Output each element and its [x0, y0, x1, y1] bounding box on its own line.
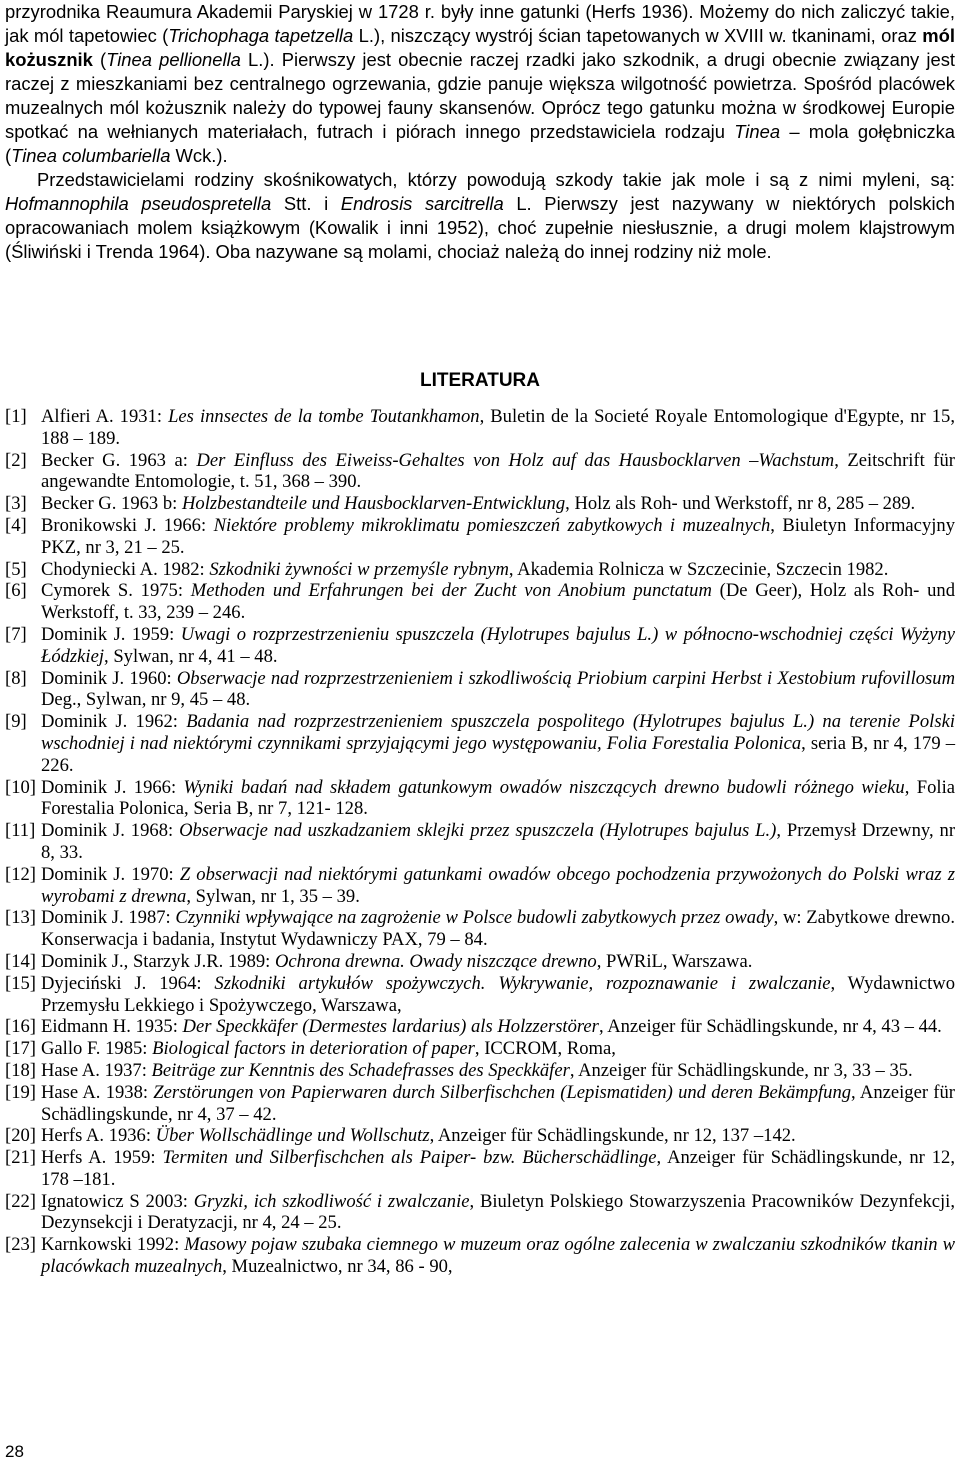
text-run: L.). Pierwszy jest obecnie raczej rzadki jako szkodnik, a drugi obecnie związany jest raczej z mieszkaniami bez centralnego ogrzewania, gdzie panuje większa wilgotność powietrza. Spośród placówek muzealnych mól kożusznik należy do typowej fauny skansenów. Oprócz tego gatunku można w środkowej Europie spotkać na wełnianych materiałach, futrach i piórach innego przedstawiciela rodzaju [5, 49, 955, 142]
text-run: Becker G. 1963 a: [41, 449, 197, 471]
italic-text: Gryzki, ich szkodliwość i zwalczanie [193, 1190, 470, 1212]
text-run: Cymorek S. 1975: [41, 580, 191, 602]
text-run: , PWRiL, Warszawa. [596, 950, 753, 972]
text-run: Becker G. 1963 b: [41, 493, 182, 515]
text-run: Eidmann H. 1935: [41, 1016, 183, 1038]
italic-text: Les innsectes de la tombe Toutankhamon [168, 406, 480, 427]
reference-item [5, 951, 955, 973]
text-run: Dominik J. 1987: [41, 907, 176, 929]
reference-number: [5] [5, 558, 27, 580]
italic-text: Szkodniki artykułów spożywczych. Wykrywanie, rozpoznawanie i zwalczanie [214, 972, 831, 994]
text-run: , Akademia Rolnicza w Szczecinie, Szczecin 1982. [508, 558, 889, 580]
text-run: , Folia Forestalia Polonica, Seria B, nr 7, 121- 128. [41, 776, 955, 820]
text-run: , Anzeiger für Schädlingskunde, nr 3, 33 – 35. [569, 1059, 913, 1081]
italic-text: Niektóre problemy mikroklimatu pomieszczeń zabytkowych i muzealnych [213, 514, 771, 536]
italic-text: Badania nad rozprzestrzenieniem spuszczela pospolitego (Hylotrupes bajulus L.) na terenie Polski wschodniej i nad niektórymi czynnikami sprzyjającymi jego występowaniu, Folia Forestalia Polonica [41, 711, 955, 754]
text-run: , seria B, nr 4, 179 – 226. [41, 732, 955, 776]
italic-text: Über Wollschädlinge und Wollschutz [155, 1125, 430, 1147]
text-run: Gallo F. 1985: [41, 1038, 153, 1060]
text-run: , Anzeiger für Schädlingskunde, nr 12, 137 –142. [429, 1125, 796, 1147]
text-run: Herfs A. 1936: [41, 1125, 156, 1147]
reference-number: [21] [5, 1147, 36, 1169]
text-run: , Sylwan, nr 4, 41 – 48. [104, 645, 278, 667]
text-run: Chodyniecki A. 1982: [41, 558, 210, 580]
document-page [5, 0, 956, 1278]
italic-text: Obserwacje nad rozprzestrzenieniem i szkodliwością Priobium carpini Herbst i Xestobium rufovillosum [176, 667, 956, 689]
italic-text: Holzbestandteile und Hausbocklarven-Entwicklung [181, 493, 566, 515]
text-run: Ignatowicz S 2003: [41, 1190, 194, 1212]
italic-text: Methoden und Erfahrungen bei der Zucht von Anobium punctatum [190, 580, 712, 602]
reference-number: [12] [5, 863, 36, 885]
italic-text: Zerstörungen von Papierwaren durch Silberfischchen (Lepismatiden) und deren Bekämpfung [153, 1081, 852, 1103]
reference-number: [19] [5, 1081, 36, 1103]
text-run: , w: Zabytkowe drewno. Konserwacja i badania, Instytut Wydawniczy PAX, 79 – 84. [41, 907, 956, 951]
reference-item [5, 1125, 955, 1147]
text-run: Dominik J. 1959: [41, 623, 181, 645]
section-heading: LITERATURA [420, 370, 540, 391]
italic-text: Tinea pellionella [106, 49, 241, 70]
reference-list [5, 406, 955, 1278]
reference-number: [6] [5, 580, 27, 602]
italic-text: Ochrona drewna. Owady niszczące drewno [274, 950, 597, 972]
italic-text: Termiten und Silberfischchen als Paiper- bzw. Bücherschädlinge [162, 1147, 657, 1169]
reference-item [5, 1016, 955, 1038]
reference-item [5, 1234, 955, 1278]
paragraph-moths [5, 0, 955, 168]
text-run: , Wydawnictwo Przemysłu Lekkiego i Spożywczego, Warszawa, [41, 972, 955, 1016]
italic-text: Uwagi o rozprzestrzenieniu spuszczela (Hylotrupes bajulus L.) w północno-wschodniej części Wyżyny Łódzkiej [41, 623, 956, 667]
text-run: przyrodnika Reaumura Akademii Paryskiej w 1728 r. były inne gatunki (Herfs 1936). Możemy do nich zaliczyć takie, jak mól tapetowiec ( [5, 1, 955, 46]
text-run: Hase A. 1938: [41, 1081, 154, 1103]
paragraph-skosnikowate [5, 168, 955, 264]
text-run: (De Geer), Holz als Roh- und Werkstoff, t. 33, 239 – 246. [41, 580, 955, 624]
italic-text: Masowy pojaw szubaka ciemnego w muzeum oraz ogólne zalecenia w zwalczaniu szkodników tkanin w placówkach muzealnych [41, 1234, 955, 1278]
reference-number: [10] [5, 776, 36, 798]
reference-number: [3] [5, 493, 27, 515]
reference-item [5, 580, 955, 624]
reference-number: [20] [5, 1125, 36, 1147]
text-run: Hase A. 1937: [41, 1059, 152, 1081]
reference-item [5, 907, 955, 951]
reference-item [5, 624, 955, 668]
text-run: , Anzeiger für Schädlingskunde, nr 12, 178 –181. [41, 1147, 955, 1190]
reference-item [5, 559, 955, 581]
text-run: Deg., Sylwan, nr 9, 45 – 48. [41, 689, 251, 711]
reference-item [5, 973, 955, 1017]
text-run: Dominik J., Starzyk J.R. 1989: [41, 950, 275, 972]
text-run: , Biuletyn Polskiego Stowarzyszenia Pracowników Dezynfekcji, Dezynsekcji i Deratyzacji, nr 4, 24 – 25. [41, 1190, 955, 1234]
text-run: Karnkowski 1992: [41, 1234, 185, 1256]
italic-text: Trichophaga tapetzella [168, 25, 354, 46]
page-number: 28 [5, 1442, 24, 1461]
text-run: , Buletin de la Societé Royale Entomologique d'Egypte, nr 15, 188 – 189. [41, 406, 955, 449]
italic-text: Tinea columbariella [11, 145, 171, 166]
text-run: – mola gołębniczka ( [5, 121, 955, 166]
text-run: L. Pierwszy jest nazywany w niektórych polskich opracowaniach molem książkowym (Kowalik i inni 1952), choć zupełnie niesłusznie, a drugi molem klajstrowym (Śliwiński i Trenda 1964). Oba nazywane są molami, chociaż należą do innej rodziny niż mole. [5, 193, 955, 262]
italic-text: Szkodniki żywności w przemyśle rybnym [209, 558, 509, 580]
reference-number: [9] [5, 711, 27, 733]
text-run: Przedstawicielami rodziny skośnikowatych, którzy powodują szkody takie jak mole i są z nimi myleni, są: [37, 169, 955, 190]
text-run: L.), niszczący wystrój ścian tapetowanych w XVIII w. tkaninami, oraz [353, 25, 923, 46]
text-run: Alfieri A. 1931: [41, 406, 169, 427]
reference-number: [8] [5, 667, 27, 689]
reference-number: [2] [5, 449, 27, 471]
text-run: Wck.). [170, 145, 228, 166]
text-run: Bronikowski J. 1966: [41, 514, 214, 536]
text-run: Dominik J. 1966: [41, 776, 184, 798]
reference-number: [18] [5, 1059, 36, 1081]
text-run: Dominik J. 1960: [41, 667, 177, 689]
text-run: Dominik J. 1968: [41, 820, 180, 842]
text-run: , Anzeiger für Schädlingskunde, nr 4, 43 – 44. [598, 1016, 942, 1038]
reference-item [5, 820, 955, 864]
text-run: , Holz als Roh- und Werkstoff, nr 8, 285 – 289. [565, 493, 916, 515]
reference-item [5, 515, 955, 559]
reference-item [5, 1191, 955, 1235]
italic-text: Hofmannophila pseudospretella [5, 193, 272, 214]
reference-number: [16] [5, 1016, 36, 1038]
reference-number: [17] [5, 1038, 36, 1060]
italic-text: Beiträge zur Kenntnis des Schadefrasses des Speckkäfer [151, 1059, 570, 1081]
italic-text: Der Einfluss des Eiweiss-Gehaltes von Holz auf das Hausbocklarven –Wachstum [196, 449, 835, 471]
italic-text: Tinea [734, 121, 781, 142]
italic-text: Biological factors in deterioration of paper [152, 1038, 475, 1060]
reference-number: [13] [5, 907, 36, 929]
reference-number: [22] [5, 1190, 36, 1212]
italic-text: Endrosis sarcitrella [340, 193, 504, 214]
text-run: , Muzealnictwo, nr 34, 86 - 90, [222, 1256, 453, 1278]
reference-item [5, 711, 955, 776]
reference-number: [7] [5, 623, 27, 645]
reference-item [5, 1082, 955, 1126]
text-run: , ICCROM, Roma, [474, 1038, 616, 1060]
reference-item [5, 777, 955, 821]
reference-item [5, 450, 955, 494]
reference-item [5, 406, 955, 450]
italic-text: Czynniki wpływające na zagrożenie w Polsce budowli zabytkowych przez owady [175, 907, 774, 929]
reference-number: [4] [5, 514, 27, 536]
reference-item [5, 1038, 955, 1060]
italic-text: Z obserwacji nad niektórymi gatunkami owadów obcego pochodzenia przywożonych do Polski wraz z wyrobami z drewna [41, 863, 955, 907]
bold-text: mól kożusznik [5, 25, 955, 70]
text-run: ( [92, 49, 107, 70]
italic-text: Der Speckkäfer (Dermestes lardarius) als Holzzerstörer [182, 1016, 599, 1038]
text-run: , Biuletyn Informacyjny PKZ, nr 3, 21 – 25. [41, 514, 955, 558]
reference-item [5, 1060, 955, 1082]
reference-number: [23] [5, 1234, 36, 1256]
reference-item [5, 493, 955, 515]
reference-item [5, 1147, 955, 1191]
text-run: Dominik J. 1962: [41, 711, 187, 733]
text-run: Dominik J. 1970: [41, 863, 180, 885]
text-run: , Zeitschrift für angewandte Entomologie, t. 51, 368 – 390. [41, 449, 955, 493]
text-run: Herfs A. 1959: [41, 1147, 163, 1169]
text-run: , Sylwan, nr 1, 35 – 39. [186, 885, 360, 907]
text-run: , Przemysł Drzewny, nr 8, 33. [41, 820, 956, 863]
reference-item [5, 864, 955, 908]
reference-number: [15] [5, 972, 36, 994]
reference-number: [11] [5, 820, 36, 842]
text-run: Dyjeciński J. 1964: [41, 972, 215, 994]
reference-item [5, 668, 955, 712]
reference-number: [1] [5, 406, 27, 427]
body-text [5, 0, 955, 264]
italic-text: Obserwacje nad uszkadzaniem sklejki przez spuszczela (Hylotrupes bajulus L.) [179, 820, 777, 842]
text-run: Stt. i [271, 193, 341, 214]
text-run: , Anzeiger für Schädlingskunde, nr 4, 37 – 42. [41, 1081, 955, 1125]
italic-text: Wyniki badań nad składem gatunkowym owadów niszczących drewno budowli różnego wieku [183, 776, 905, 798]
reference-number: [14] [5, 950, 36, 972]
